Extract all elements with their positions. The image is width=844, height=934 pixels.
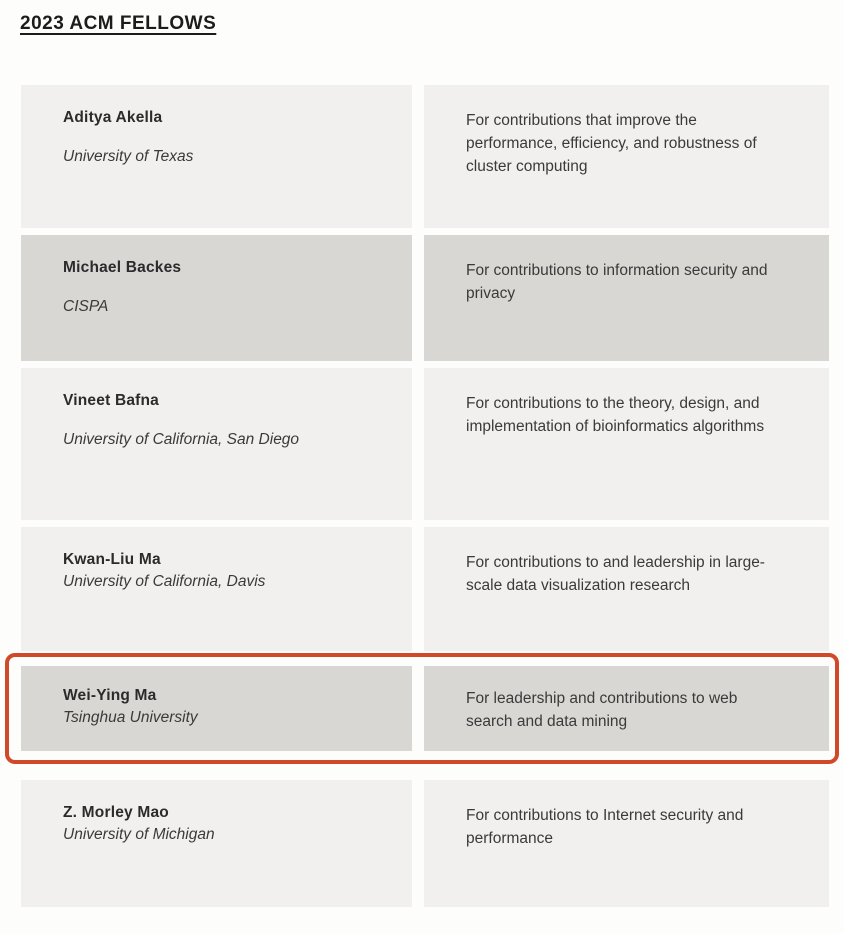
fellows-table: [21, 85, 829, 907]
page-title: 2023 ACM FELLOWS: [20, 13, 217, 34]
fellow-row-cells: [21, 235, 829, 361]
fellow-affiliation: CISPA: [63, 298, 109, 315]
fellow-citation: For contributions that improve the performance, efficiency, and robustness of cluster computing: [466, 112, 757, 175]
fellow-affiliation: University of California, San Diego: [63, 431, 300, 448]
fellow-identity-cell: [21, 527, 412, 651]
fellow-name: Vineet Bafna: [63, 392, 160, 409]
fellow-citation-cell: [424, 666, 829, 751]
fellow-row[interactable]: [21, 235, 829, 361]
fellow-row[interactable]: [21, 527, 829, 651]
fellow-citation-cell: [424, 368, 829, 520]
fellow-citation: For contributions to the theory, design, and implementation of bioinformatics algorithms: [466, 395, 765, 435]
fellow-citation: For leadership and contributions to web search and data mining: [466, 690, 738, 730]
fellow-name: Michael Backes: [63, 259, 182, 276]
fellow-citation: For contributions to information security and privacy: [466, 262, 768, 302]
fellow-affiliation: University of Texas: [63, 148, 194, 165]
fellow-citation-cell: [424, 235, 829, 361]
fellow-name: Wei-Ying Ma: [63, 687, 157, 704]
fellow-identity-cell: [21, 780, 412, 907]
fellow-affiliation: University of California, Davis: [63, 573, 266, 590]
fellow-row-cells: [21, 368, 829, 520]
fellow-row[interactable]: [21, 780, 829, 907]
fellow-name: Z. Morley Mao: [63, 804, 169, 821]
fellow-citation: For contributions to Internet security and performance: [466, 807, 744, 847]
fellow-row[interactable]: [5, 653, 839, 764]
fellow-identity-cell: [21, 85, 412, 228]
fellow-citation-cell: [424, 527, 829, 651]
fellow-row[interactable]: [21, 368, 829, 520]
fellow-affiliation: University of Michigan: [63, 826, 215, 843]
fellow-row-cells: [21, 527, 829, 651]
fellow-name: Kwan-Liu Ma: [63, 551, 161, 568]
fellow-citation-cell: [424, 780, 829, 907]
fellow-row[interactable]: [21, 85, 829, 228]
fellow-citation-cell: [424, 85, 829, 228]
fellow-identity-cell: [21, 235, 412, 361]
fellow-row-cells: [21, 666, 829, 751]
fellow-citation: For contributions to and leadership in large-scale data visualization research: [466, 554, 765, 594]
fellow-affiliation: Tsinghua University: [63, 709, 198, 726]
fellow-name: Aditya Akella: [63, 109, 163, 126]
fellow-identity-cell: [21, 666, 412, 751]
fellow-row-cells: [21, 85, 829, 228]
fellow-identity-cell: [21, 368, 412, 520]
fellow-row-cells: [21, 780, 829, 907]
